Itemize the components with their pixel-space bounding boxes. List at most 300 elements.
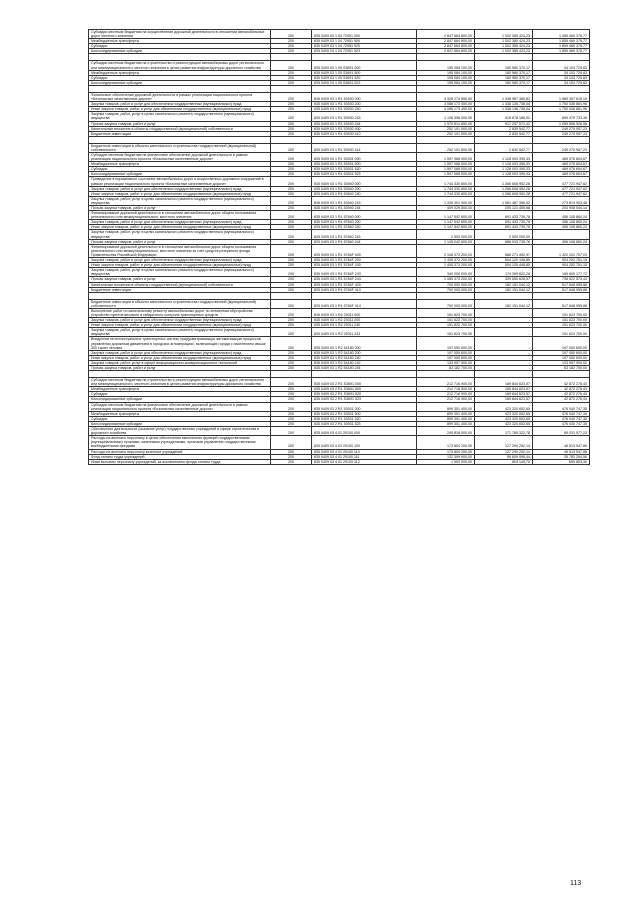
table-row — [89, 211, 590, 220]
row-approved: 195 084 100,00 — [417, 75, 475, 80]
spacer-cell — [271, 54, 312, 61]
row-kbk: 835 0409 03 1 R1 57840 200 — [312, 220, 417, 225]
row-code: 200 — [271, 61, 312, 70]
row-approved: 1 145 042 600,00 — [417, 239, 475, 244]
row-executed: 688 933 735,76 — [475, 239, 533, 244]
row-name: Иные закупки товаров, работ и услуг для обеспечения государственных (муниципальных) нужд — [89, 225, 271, 230]
row-approved: 2 847 664 800,00 — [417, 49, 475, 54]
row-code: 200 — [271, 397, 312, 402]
row-kbk: 835 0409 03 1 R1 5784F 244 — [312, 277, 417, 282]
row-remaining: 1 059 556 928,58 — [533, 121, 590, 126]
row-code: 200 — [271, 287, 312, 292]
row-kbk: 835 0409 03 1 05 S3691 523 — [312, 80, 417, 85]
row-kbk: 835 0409 03 1 04 72951 500 — [312, 39, 417, 44]
spacer-cell — [417, 136, 475, 143]
row-name: Капитальные вложения в объекты государственной (муниципальной) собственности — [89, 126, 271, 131]
row-executed: 169 844 623,57 — [475, 387, 533, 392]
row-kbk: 835 0409 03 2 R1 53931 000 — [312, 402, 417, 411]
row-name: Фонд оплаты труда учреждений — [89, 454, 271, 459]
row-kbk: 835 0409 03 1 04 72951 520 — [312, 44, 417, 49]
row-executed: - — [475, 366, 533, 371]
row-approved: 3 088 173 450,00 — [417, 102, 475, 107]
row-name: Закупка товаров, работ, услуг в целях капитального ремонта государственного (муниципального) имущества — [89, 230, 271, 239]
row-approved: 340 000 000,00 — [417, 268, 475, 277]
row-remaining: 46 513 947,86 — [533, 449, 590, 454]
row-code: 200 — [271, 244, 312, 257]
row-kbk: 835 0409 03 2 R1 S3691 000 — [312, 378, 417, 387]
row-kbk: 835 0409 03 1 R2 29311 200 — [312, 318, 417, 323]
row-kbk: 835 0409 03 1 R1 53940 200 — [312, 186, 417, 191]
row-name: Бюджетные инвестиции — [89, 287, 271, 292]
spacer-cell — [89, 371, 271, 378]
row-executed: 1 338 136 738,04 — [475, 102, 533, 107]
row-remaining: 42 872 276,43 — [533, 392, 590, 397]
table-row — [89, 126, 590, 131]
row-name: Субсидии местным бюджетам на строительство и реконструкцию автомобильных дорог регионального или межмуниципального, местного значения в целях развития инфраструктуры дорожного хозяйства — [89, 378, 271, 387]
row-remaining: 151 623 700,00 — [533, 323, 590, 328]
row-executed: 329 550 626,57 — [475, 277, 533, 282]
row-executed: 423 320 652,65 — [475, 416, 533, 421]
row-kbk: 835 0409 03 2 R1 53931 523 — [312, 421, 417, 426]
table-row — [89, 244, 590, 257]
row-kbk: 835 0409 03 2 R1 S3691 500 — [312, 387, 417, 392]
row-kbk: 835 0409 03 1 R1 53931 523 — [312, 172, 417, 177]
row-remaining: 1 422 101 707,03 — [533, 244, 590, 257]
row-name: Закупка товаров, работ и услуг для обеспечения государственных (муниципальных) нужд — [89, 258, 271, 263]
table-row — [89, 449, 590, 454]
row-kbk: 835 0409 03 1 R2 54180 240 — [312, 355, 417, 360]
spacer-cell — [271, 85, 312, 92]
row-approved: 1 147 542 600,00 — [417, 225, 475, 230]
row-approved: 212 716 900,00 — [417, 392, 475, 397]
table-row — [89, 186, 590, 191]
row-executed: 127 290 252,14 — [475, 436, 533, 449]
row-remaining: 904 252 751,15 — [533, 258, 590, 263]
row-code: 200 — [271, 387, 312, 392]
row-approved: 197 050 600,00 — [417, 337, 475, 350]
row-approved: 1 108 358 000,00 — [417, 112, 475, 121]
row-executed: 169 844 623,57 — [475, 392, 533, 397]
row-approved: 2 500 000,00 — [417, 230, 475, 239]
spacer-cell — [312, 371, 417, 378]
row-executed: 127 290 252,14 — [475, 449, 533, 454]
row-code: 200 — [271, 350, 312, 355]
table-row — [89, 177, 590, 186]
row-name: Консолидированные субсидии — [89, 421, 271, 426]
row-executed: 160 980 370,17 — [475, 70, 533, 75]
row-kbk: 835 0409 03 1 05 S3691 500 — [312, 70, 417, 75]
row-kbk: 835 0409 03 1 R1 53930 000 — [312, 92, 417, 101]
row-remaining: 1 750 036 861,96 — [533, 107, 590, 112]
row-kbk: 835 0409 03 1 R1 5784F 200 — [312, 258, 417, 263]
row-name: Закупка товаров, работ, услуг в целях капитального ремонта государственного (муниципального) имущества — [89, 196, 271, 205]
row-name: Выполнение работ по капитальному ремонту автомобильных дорог по элементам обустройства: устройство пунктов весового и габаритного контроля транспортных средств — [89, 308, 271, 317]
row-remaining: 695 853,30 — [533, 459, 590, 464]
row-code: 200 — [271, 268, 312, 277]
row-remaining: 1 855 469 375,77 — [533, 44, 590, 49]
row-executed: 205 121 455,66 — [475, 206, 533, 211]
row-approved: 252 101 500,00 — [417, 143, 475, 152]
row-remaining: 456 108 860,24 — [533, 239, 590, 244]
spacer-cell — [533, 136, 590, 143]
row-name: Иные закупки товаров, работ и услуг для обеспечения государственных (муниципальных) нужд — [89, 191, 271, 196]
row-kbk: 835 0409 03 1 R1 53930 200 — [312, 102, 417, 107]
row-approved: 700 000 000,00 — [417, 287, 475, 292]
table-row — [89, 191, 590, 196]
row-executed: 1 266 608 952,28 — [475, 191, 533, 196]
row-remaining: 738 522 573,43 — [533, 277, 590, 282]
row-remaining: 476 040 747,35 — [533, 402, 590, 411]
row-name: Капитальные вложения в объекты государственной (муниципальной) собственности — [89, 282, 271, 287]
row-remaining: 42 872 276,43 — [533, 387, 590, 392]
row-approved: 1 065 373 200,00 — [417, 277, 475, 282]
row-remaining: 456 108 860,24 — [533, 211, 590, 220]
row-kbk: 835 0409 03 1 R1 57840 244 — [312, 239, 417, 244]
row-name: Консолидированные субсидии — [89, 80, 271, 85]
row-remaining: 469 076 604,67 — [533, 162, 590, 167]
row-code: 200 — [271, 39, 312, 44]
row-kbk: 835 0409 03 1 R2 54180 244 — [312, 366, 417, 371]
row-code: 200 — [271, 416, 312, 421]
row-remaining: 34 103 729,83 — [533, 80, 590, 85]
row-approved: 151 623 700,00 — [417, 323, 475, 328]
row-kbk: 835 0409 03 1 R1 53940 243 — [312, 196, 417, 205]
row-executed: 1 002 385 424,23 — [475, 49, 533, 54]
row-kbk: 835 0409 03 1 R1 53930 240 — [312, 107, 417, 112]
row-approved: 700 000 000,00 — [417, 282, 475, 287]
spacer-cell — [417, 292, 475, 299]
row-name: Финансовое обеспечение дорожной деятельности в рамках реализации национального проекта «Безопасные качественные дороги» — [89, 92, 271, 101]
row-approved: 2 847 664 800,00 — [417, 30, 475, 39]
row-code: 200 — [271, 167, 312, 172]
row-remaining: 1 855 469 375,77 — [533, 49, 590, 54]
row-kbk: 835 0409 03 1 04 72951 000 — [312, 30, 417, 39]
row-remaining: 1 455 469 375,77 — [533, 30, 590, 39]
row-remaining: 477 721 947,62 — [533, 186, 590, 191]
row-code: 200 — [271, 44, 312, 49]
row-approved: 2 847 664 800,00 — [417, 39, 475, 44]
row-kbk: 835 0409 03 1 R1 53930 244 — [312, 121, 417, 126]
row-executed: 691 433 735,76 — [475, 220, 533, 225]
row-executed: 423 320 652,65 — [475, 421, 533, 426]
row-executed: 182 151 044,12 — [475, 282, 533, 287]
row-executed: 423 320 652,65 — [475, 411, 533, 416]
row-kbk: 835 0409 03 1 R1 5784F 243 — [312, 268, 417, 277]
row-name: Иные закупки товаров, работ и услуг для обеспечения государственных (муниципальных) нужд — [89, 323, 271, 328]
row-remaining: 456 108 860,24 — [533, 225, 590, 230]
row-code: 200 — [271, 277, 312, 282]
spacer-cell — [312, 85, 417, 92]
table-spacer-row — [89, 85, 590, 92]
row-name: Обеспечение деятельности (оказание услуг) государственных учреждений в сфере строительства и дорожного хозяйства — [89, 427, 271, 436]
row-code: 200 — [271, 328, 312, 337]
spacer-cell — [417, 371, 475, 378]
row-code: 200 — [271, 126, 312, 131]
table-row — [89, 107, 590, 112]
row-name: Внедрение интеллектуальных транспортных систем, предусматривающих автоматизацию процессов управления дорожным движением в городских агломерациях, включающих города с населением свыше 300 тысяч человек — [89, 337, 271, 350]
row-approved: 173 804 200,00 — [417, 436, 475, 449]
row-remaining: 69 031 577,22 — [533, 427, 590, 436]
row-remaining: 469 076 604,67 — [533, 172, 590, 177]
row-remaining: 151 623 700,00 — [533, 328, 590, 337]
row-name: Прочая закупка товаров, работ и услуг — [89, 366, 271, 371]
row-executed: 1 002 385 424,23 — [475, 30, 533, 39]
row-name: Межбюджетные трансферты — [89, 39, 271, 44]
row-kbk: 835 0409 03 4 01 29100 000 — [312, 427, 417, 436]
row-name: Закупка товаров, работ, услуг в целях капитального ремонта государственного (муниципального) имущества — [89, 112, 271, 121]
table-row — [89, 30, 590, 39]
row-remaining: 1 855 469 375,77 — [533, 39, 590, 44]
row-approved: 195 084 100,00 — [417, 80, 475, 85]
row-remaining: 63 182 700,00 — [533, 366, 590, 371]
row-kbk: 835 0409 03 1 05 S3691 520 — [312, 75, 417, 80]
row-code: 200 — [271, 282, 312, 287]
row-remaining: 1 989 307 615,19 — [533, 92, 590, 101]
row-remaining: 476 040 747,35 — [533, 411, 590, 416]
row-name: Бюджетные инвестиции в объекты капитального строительства государственной (муниципальной) собственности — [89, 143, 271, 152]
row-approved: 212 716 900,00 — [417, 378, 475, 387]
row-remaining: 46 513 947,86 — [533, 436, 590, 449]
row-executed: - — [475, 323, 533, 328]
row-approved: 3 088 173 450,00 — [417, 107, 475, 112]
row-executed: 169 844 623,57 — [475, 378, 533, 387]
row-kbk: 835 0409 03 1 05 S3691 000 — [312, 61, 417, 70]
row-executed: 804 145,70 — [475, 459, 533, 464]
row-kbk: 835 0409 03 1 R1 5784F 414 — [312, 299, 417, 308]
row-approved: 1 335 301 300,00 — [417, 196, 475, 205]
spacer-cell — [89, 292, 271, 299]
row-executed: 686 271 492,97 — [475, 244, 533, 257]
row-name: Бюджетные инвестиции — [89, 131, 271, 136]
row-approved: 133 957 900,00 — [417, 360, 475, 365]
row-executed: 1 338 987 380,81 — [475, 92, 533, 101]
table-row — [89, 225, 590, 230]
row-approved: 197 050 600,00 — [417, 350, 475, 355]
row-name: Бюджетные инвестиции в объекты капитального строительства государственной (муниципальной) собственности — [89, 299, 271, 308]
row-code: 200 — [271, 299, 312, 308]
row-name: Прочая закупка товаров, работ и услуг — [89, 239, 271, 244]
row-code: 200 — [271, 454, 312, 459]
row-approved: 195 084 100,00 — [417, 61, 475, 70]
row-approved: 3 328 274 950,00 — [417, 92, 475, 101]
spacer-cell — [417, 85, 475, 92]
row-executed: 174 399 822,28 — [475, 268, 533, 277]
row-remaining: 249 270 957,23 — [533, 126, 590, 131]
row-approved: 195 084 100,00 — [417, 70, 475, 75]
spacer-cell — [312, 292, 417, 299]
row-code: 200 — [271, 337, 312, 350]
row-remaining: 203 908 044,14 — [533, 206, 590, 211]
row-remaining: 904 252 751,15 — [533, 263, 590, 268]
spacer-cell — [475, 85, 533, 92]
spacer-cell — [312, 136, 417, 143]
row-executed: 1 266 608 952,28 — [475, 186, 533, 191]
row-remaining: 197 050 600,00 — [533, 350, 590, 355]
row-kbk: 835 0409 03 4 01 29100 100 — [312, 436, 417, 449]
row-kbk: 835 0409 03 1 04 72951 523 — [312, 49, 417, 54]
row-code: 200 — [271, 366, 312, 371]
row-executed: - — [475, 308, 533, 317]
row-remaining: 1 750 036 861,96 — [533, 102, 590, 107]
row-approved: 1 147 542 600,00 — [417, 211, 475, 220]
row-code: 200 — [271, 177, 312, 186]
row-executed: 1 002 385 424,23 — [475, 44, 533, 49]
row-remaining: 469 076 604,67 — [533, 152, 590, 161]
row-code: 200 — [271, 143, 312, 152]
row-code: 200 — [271, 225, 312, 230]
row-remaining: 197 050 600,00 — [533, 337, 590, 350]
row-kbk: 835 0409 03 1 R1 57840 000 — [312, 211, 417, 220]
row-executed: 917 257 571,42 — [475, 121, 533, 126]
row-approved: 1 597 068 000,00 — [417, 152, 475, 161]
row-code: 200 — [271, 112, 312, 121]
row-kbk: 835 0409 03 1 R2 29311 240 — [312, 323, 417, 328]
row-name: Субсидии — [89, 416, 271, 421]
row-code: 200 — [271, 196, 312, 205]
row-remaining: 477 721 947,62 — [533, 177, 590, 186]
row-executed: 1 266 608 952,28 — [475, 177, 533, 186]
table-row — [89, 230, 590, 239]
row-executed: 423 320 652,65 — [475, 402, 533, 411]
table-row — [89, 282, 590, 287]
spacer-cell — [89, 54, 271, 61]
row-kbk: 835 0409 03 4 01 29100 111 — [312, 454, 417, 459]
row-remaining: 151 623 700,00 — [533, 318, 590, 323]
row-name: Прочая закупка товаров, работ и услуг — [89, 277, 271, 282]
row-approved: 252 101 500,00 — [417, 126, 475, 131]
row-code: 200 — [271, 191, 312, 196]
table-row — [89, 61, 590, 70]
row-code: 200 — [271, 70, 312, 75]
row-code: 200 — [271, 186, 312, 191]
row-approved: 1 744 330 800,00 — [417, 186, 475, 191]
row-approved: 2 847 664 800,00 — [417, 44, 475, 49]
row-approved: 1 597 068 000,00 — [417, 172, 475, 177]
row-remaining: 517 848 955,88 — [533, 282, 590, 287]
row-executed: - — [475, 355, 533, 360]
row-approved: 1 979 814 850,00 — [417, 121, 475, 126]
row-name: Закупка товаров, работ, услуг в целях капитального ремонта государственного (муниципального) имущества — [89, 268, 271, 277]
table-spacer-row — [89, 292, 590, 299]
row-kbk: 835 0409 03 1 R1 53930 400 — [312, 126, 417, 131]
row-executed: - — [475, 337, 533, 350]
row-name: Иные закупки товаров, работ и услуг для обеспечения государственных (муниципальных) нужд — [89, 107, 271, 112]
row-name: Прочая закупка товаров, работ и услуг — [89, 206, 271, 211]
row-kbk: 835 0409 03 1 R1 53931 000 — [312, 152, 417, 161]
row-code: 200 — [271, 411, 312, 416]
row-executed: 1 338 136 738,04 — [475, 107, 533, 112]
row-code: 200 — [271, 263, 312, 268]
row-kbk: 835 0409 03 1 R2 29311 000 — [312, 308, 417, 317]
row-executed: 2 830 542,77 — [475, 131, 533, 136]
row-remaining: 197 050 600,00 — [533, 355, 590, 360]
row-code: 200 — [271, 378, 312, 387]
row-name: Закупка товаров, работ и услуг для обеспечения государственных (муниципальных) нужд — [89, 102, 271, 107]
row-kbk: 835 0409 03 1 R1 5784F 410 — [312, 287, 417, 292]
row-approved: 899 351 400,00 — [417, 421, 475, 426]
row-kbk: 835 0409 03 4 01 29100 112 — [312, 459, 417, 464]
row-approved: 212 716 900,00 — [417, 397, 475, 402]
row-remaining: 249 270 957,23 — [533, 131, 590, 136]
row-kbk: 835 0409 03 2 R1 53931 500 — [312, 411, 417, 416]
spacer-cell — [89, 136, 271, 143]
row-code: 200 — [271, 211, 312, 220]
row-remaining: 273 813 903,48 — [533, 196, 590, 205]
row-executed: - — [475, 328, 533, 337]
row-name: Межбюджетные трансферты — [89, 70, 271, 75]
row-code: 200 — [271, 162, 312, 167]
row-remaining: 476 040 747,35 — [533, 421, 590, 426]
row-remaining: 42 872 276,43 — [533, 378, 590, 387]
row-code: 200 — [271, 220, 312, 225]
row-remaining: 34 103 729,83 — [533, 75, 590, 80]
table-row — [89, 196, 590, 205]
row-executed: 182 151 044,12 — [475, 287, 533, 292]
row-approved: 2 108 373 200,00 — [417, 244, 475, 257]
row-kbk: 835 0409 03 1 R2 54180 242 — [312, 360, 417, 365]
row-code: 200 — [271, 172, 312, 177]
spacer-cell — [475, 54, 533, 61]
row-name: Субсидии местным бюджетам на финансовое обеспечение дорожной деятельности в рамках реализации национального проекта «Безопасные качественные дороги» — [89, 152, 271, 161]
row-approved: 1 597 068 000,00 — [417, 167, 475, 172]
row-kbk: 835 0409 03 1 R1 53940 240 — [312, 191, 417, 196]
spacer-cell — [89, 85, 271, 92]
row-kbk: 835 0409 03 1 R1 53931 500 — [312, 162, 417, 167]
row-approved: 151 623 700,00 — [417, 328, 475, 337]
row-approved: 151 623 700,00 — [417, 318, 475, 323]
spacer-cell — [271, 292, 312, 299]
spacer-cell — [533, 85, 590, 92]
row-name: Межбюджетные трансферты — [89, 411, 271, 416]
row-name: Закупка товаров, работ, услуг в целях капитального ремонта государственного (муниципального) имущества — [89, 328, 271, 337]
row-remaining: 517 848 955,88 — [533, 299, 590, 308]
row-approved: 899 351 400,00 — [417, 416, 475, 421]
row-remaining: 517 848 955,88 — [533, 287, 590, 292]
row-remaining: 456 108 860,24 — [533, 220, 590, 225]
table-spacer-row — [89, 54, 590, 61]
table-row — [89, 143, 590, 152]
spacer-cell — [271, 371, 312, 378]
table-row — [89, 402, 590, 411]
row-name: Субсидии местным бюджетам на строительство и реконструкцию автомобильных дорог регионального или межмуниципального, местного значения в целях развития инфраструктуры дорожного хозяйства — [89, 61, 271, 70]
spacer-cell — [533, 54, 590, 61]
row-code: 200 — [271, 427, 312, 436]
row-kbk: 835 0409 03 1 R1 57840 243 — [312, 230, 417, 239]
row-executed: 418 878 185,92 — [475, 112, 533, 121]
row-remaining: 165 600 177,72 — [533, 268, 590, 277]
row-approved: 173 804 200,00 — [417, 449, 475, 454]
row-name: Прочая закупка товаров, работ и услуг — [89, 121, 271, 126]
spacer-cell — [271, 136, 312, 143]
row-remaining: 249 270 957,23 — [533, 143, 590, 152]
row-code: 200 — [271, 152, 312, 161]
table-row — [89, 436, 590, 449]
row-name: Субсидии — [89, 392, 271, 397]
row-remaining: 34 103 729,83 — [533, 61, 590, 70]
table-row — [89, 328, 590, 337]
row-kbk: 835 0409 03 4 01 29100 110 — [312, 449, 417, 454]
row-kbk: 835 0409 03 1 R1 53940 000 — [312, 177, 417, 186]
table-row — [89, 427, 590, 436]
row-name: Закупка товаров, работ и услуг для обеспечения государственных (муниципальных) нужд — [89, 318, 271, 323]
row-code: 200 — [271, 30, 312, 39]
row-executed: - — [475, 350, 533, 355]
row-executed: 1 128 003 395,33 — [475, 172, 533, 177]
row-code: 200 — [271, 436, 312, 449]
row-name: Консолидированные субсидии — [89, 49, 271, 54]
row-executed: 2 500 000,00 — [475, 230, 533, 239]
row-name: Расходы на выплаты персоналу в целях обеспечения выполнения функций государственными (муниципальными) органами, казенными учреждениями, органами управления государственными внебюджетными фондами — [89, 436, 271, 449]
